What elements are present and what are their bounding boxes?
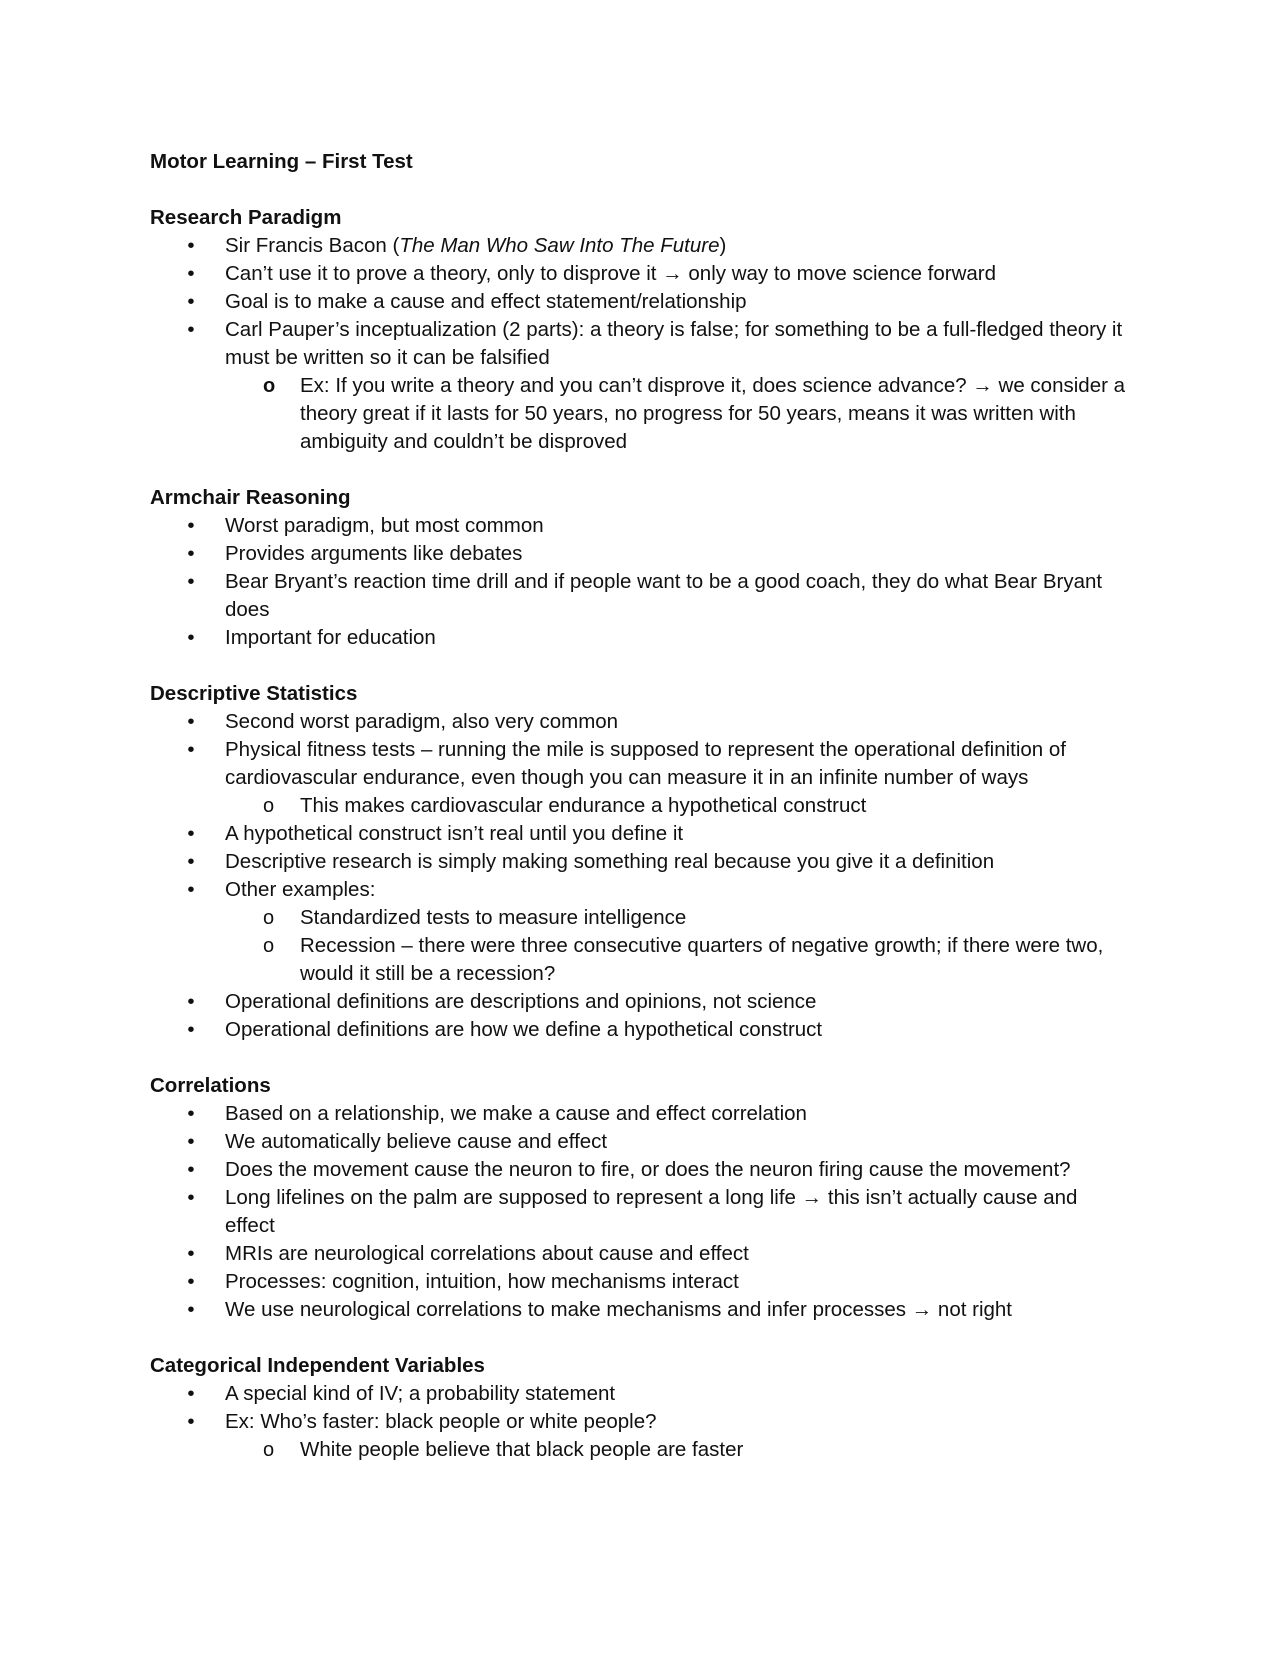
section-heading: Armchair Reasoning xyxy=(150,486,351,509)
sub-bullet-list xyxy=(225,792,1130,820)
bullet-icon: • xyxy=(187,542,195,565)
list-item-text: ) xyxy=(719,234,727,257)
list-item-text: Provides arguments like debates xyxy=(225,542,523,565)
sub-list-item-text: White people believe that black people are faster xyxy=(300,1438,744,1461)
bullet-icon: • xyxy=(187,1018,195,1041)
sub-list-item xyxy=(225,1436,1130,1464)
list-item-text: Goal is to make a cause and effect statement/relationship xyxy=(225,290,747,313)
list-item xyxy=(150,288,1130,316)
sub-list-item-text: Recession – there were three consecutive quarters of negative growth; if there were two, would it still be a recession? xyxy=(300,934,1104,985)
bullet-icon: • xyxy=(187,1382,195,1405)
list-item xyxy=(150,1128,1130,1156)
list-item-text: only way to move science forward xyxy=(688,262,997,285)
list-item xyxy=(150,1184,1130,1240)
list-item xyxy=(150,736,1130,820)
list-item xyxy=(150,1408,1130,1464)
list-item xyxy=(150,512,1130,540)
list-item-text: Operational definitions are how we define a hypothetical construct xyxy=(225,1018,823,1041)
bullet-icon: • xyxy=(187,710,195,733)
bullet-list xyxy=(150,512,1130,652)
document-body xyxy=(150,148,1130,1492)
list-item xyxy=(150,848,1130,876)
list-item-text: A hypothetical construct isn’t real until you define it xyxy=(225,822,684,845)
bullet-icon: • xyxy=(187,1242,195,1265)
list-item xyxy=(150,708,1130,736)
list-item xyxy=(150,540,1130,568)
list-item xyxy=(150,1296,1130,1324)
list-item xyxy=(150,624,1130,652)
list-item-text: Carl Pauper’s inceptualization (2 parts): a theory is false; for something to be a full-fledged theory it must be written so it can be falsified xyxy=(225,318,1123,369)
list-item xyxy=(150,988,1130,1016)
list-item xyxy=(150,316,1130,456)
list-item xyxy=(150,260,1130,288)
list-item-text: Important for education xyxy=(225,626,436,649)
bullet-icon: • xyxy=(187,570,195,593)
list-item-text: We automatically believe cause and effect xyxy=(225,1130,608,1153)
list-item-text: Worst paradigm, but most common xyxy=(225,514,544,537)
sub-bullet-icon: o xyxy=(263,795,275,817)
sub-bullet-list xyxy=(225,1436,1130,1464)
list-item xyxy=(150,1268,1130,1296)
list-item-text: Sir Francis Bacon ( xyxy=(225,234,400,257)
bullet-icon: • xyxy=(187,1298,195,1321)
bullet-icon: • xyxy=(187,318,195,341)
list-item-text: Does the movement cause the neuron to fire, or does the neuron firing cause the movement? xyxy=(225,1158,1071,1181)
list-item-text: Bear Bryant’s reaction time drill and if people want to be a good coach, they do what Bear Bryant does xyxy=(225,570,1103,621)
section-research-paradigm xyxy=(150,204,1130,456)
bullet-icon: • xyxy=(187,514,195,537)
sub-bullet-list xyxy=(225,372,1130,456)
sub-list-item-text: This makes cardiovascular endurance a hypothetical construct xyxy=(300,794,867,817)
section-correlations xyxy=(150,1072,1130,1324)
sub-bullet-icon: o xyxy=(263,907,275,929)
list-item-text: this isn’t actually cause and effect xyxy=(225,1186,1078,1237)
sub-list-item-text: we consider a theory great if it lasts for 50 years, no progress for 50 years, means it was written with ambiguity and couldn’t be disproved xyxy=(300,374,1126,453)
list-item xyxy=(150,1240,1130,1268)
bullet-icon: • xyxy=(187,990,195,1013)
section-heading: Categorical Independent Variables xyxy=(150,1354,485,1377)
list-item xyxy=(150,1156,1130,1184)
list-item-text: Ex: Who’s faster: black people or white people? xyxy=(225,1410,657,1433)
bullet-icon: • xyxy=(187,822,195,845)
list-item xyxy=(150,232,1130,260)
section-heading: Research Paradigm xyxy=(150,206,342,229)
section-heading: Descriptive Statistics xyxy=(150,682,358,705)
sub-bullet-icon: o xyxy=(263,1439,275,1461)
sub-list-item xyxy=(225,904,1130,932)
list-item xyxy=(150,1380,1130,1408)
bullet-icon: • xyxy=(187,1102,195,1125)
bullet-icon: • xyxy=(187,1270,195,1293)
bullet-icon: • xyxy=(187,262,195,285)
bullet-list xyxy=(150,1100,1130,1324)
list-item-text: Long lifelines on the palm are supposed to represent a long life xyxy=(225,1186,796,1209)
section-heading: Correlations xyxy=(150,1074,271,1097)
bullet-list xyxy=(150,1380,1130,1464)
list-item-text: A special kind of IV; a probability statement xyxy=(225,1382,616,1405)
bullet-icon: • xyxy=(187,738,195,761)
list-item-text: We use neurological correlations to make mechanisms and infer processes xyxy=(225,1298,907,1321)
list-item-text: Can’t use it to prove a theory, only to disprove it xyxy=(225,262,657,285)
book-title: The Man Who Saw Into The Future xyxy=(399,234,720,257)
section-descriptive-statistics xyxy=(150,680,1130,1044)
bullet-icon: • xyxy=(187,1186,195,1209)
sub-list-item xyxy=(225,932,1130,988)
list-item-text: Processes: cognition, intuition, how mechanisms interact xyxy=(225,1270,739,1293)
bullet-icon: • xyxy=(187,234,195,257)
list-item xyxy=(150,1016,1130,1044)
arrow-right-icon: → xyxy=(972,374,993,397)
bullet-icon: • xyxy=(187,850,195,873)
sub-bullet-icon: o xyxy=(263,375,276,397)
list-item xyxy=(150,876,1130,988)
bullet-list xyxy=(150,708,1130,1044)
list-item xyxy=(150,1100,1130,1128)
list-item-text: MRIs are neurological correlations about cause and effect xyxy=(225,1242,749,1265)
section-categorical-independent-variables xyxy=(150,1352,1130,1464)
arrow-right-icon: → xyxy=(911,1298,933,1321)
list-item xyxy=(150,820,1130,848)
list-item xyxy=(150,568,1130,624)
bullet-icon: • xyxy=(187,1130,195,1153)
section-armchair-reasoning xyxy=(150,484,1130,652)
list-item-text: Descriptive research is simply making something real because you give it a definition xyxy=(225,850,995,873)
arrow-right-icon: → xyxy=(801,1186,823,1209)
bullet-icon: • xyxy=(187,1410,195,1433)
bullet-icon: • xyxy=(187,1158,195,1181)
document-title: Motor Learning – First Test xyxy=(150,150,413,173)
list-item-text: Second worst paradigm, also very common xyxy=(225,710,619,733)
list-item-text: Operational definitions are descriptions and opinions, not science xyxy=(225,990,817,1013)
sub-list-item xyxy=(225,372,1130,456)
list-item-text: Physical fitness tests – running the mile is supposed to represent the operational definition of cardiovascular endurance, even though you can measure it in an infinite number of ways xyxy=(225,738,1066,789)
sub-bullet-list xyxy=(225,904,1130,988)
bullet-icon: • xyxy=(187,878,195,901)
bullet-list xyxy=(150,232,1130,456)
list-item-text: not right xyxy=(937,1298,1012,1321)
sub-bullet-icon: o xyxy=(263,935,275,957)
bullet-icon: • xyxy=(187,626,195,649)
list-item-text: Based on a relationship, we make a cause and effect correlation xyxy=(225,1102,807,1125)
sub-list-item-text: Ex: If you write a theory and you can’t disprove it, does science advance? xyxy=(300,374,967,397)
sub-list-item-text: Standardized tests to measure intelligence xyxy=(300,906,687,929)
arrow-right-icon: → xyxy=(662,262,683,285)
sub-list-item xyxy=(225,792,1130,820)
bullet-icon: • xyxy=(187,290,195,313)
list-item-text: Other examples: xyxy=(225,878,376,901)
